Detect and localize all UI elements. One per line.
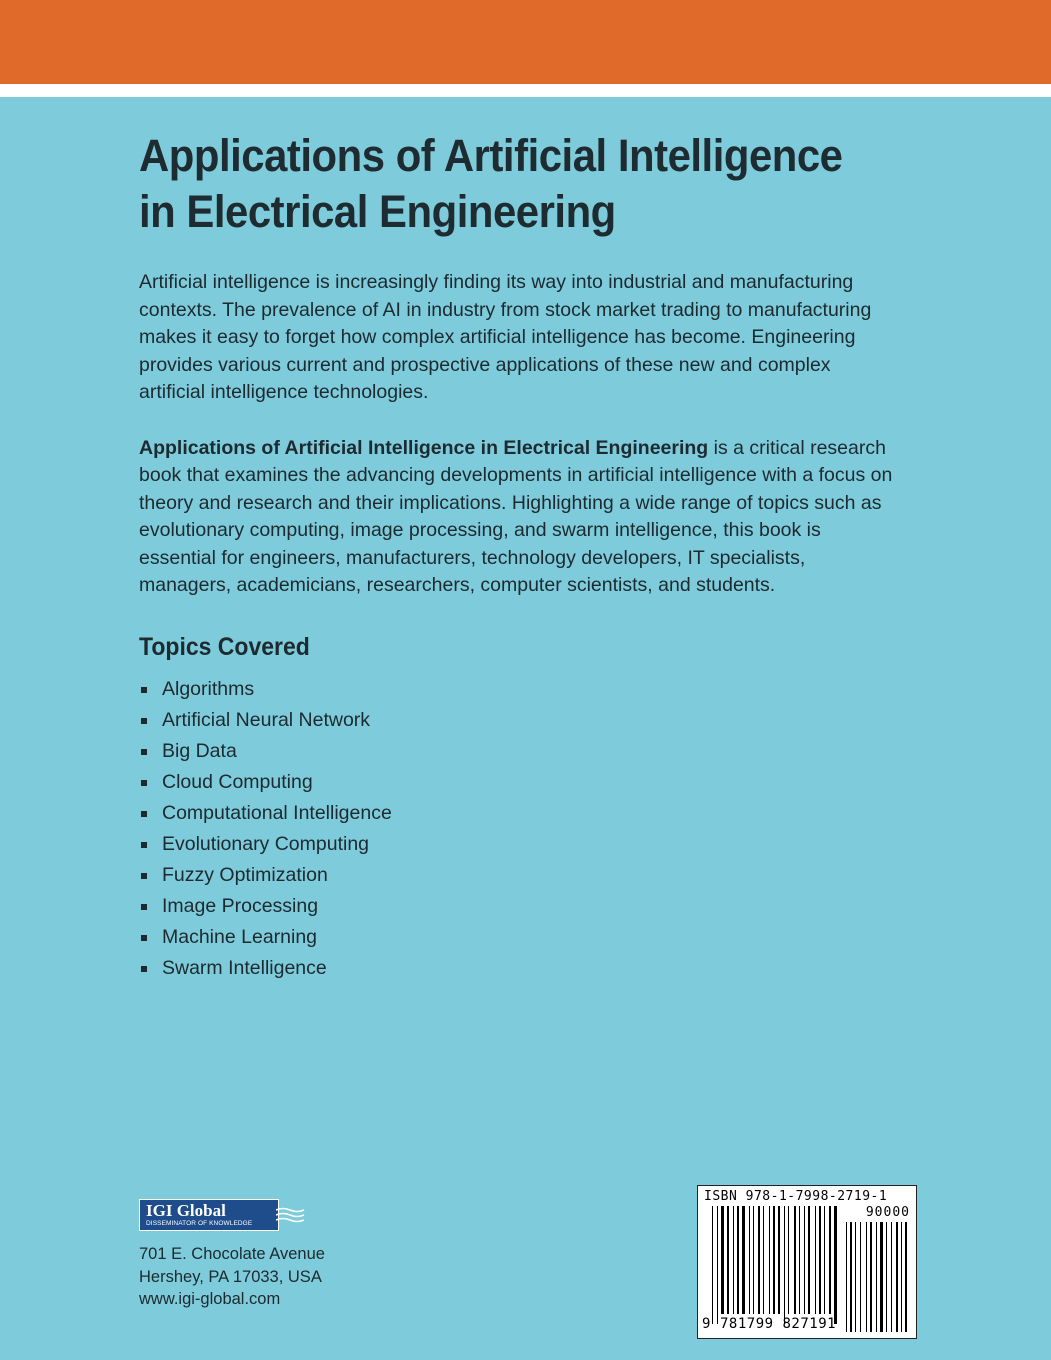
square-bullet-icon (141, 718, 147, 724)
isbn-barcode (697, 1185, 917, 1339)
back-cover-content (139, 128, 899, 984)
logo-name: IGI Global (146, 1201, 226, 1220)
logo-waves-icon (276, 1206, 306, 1226)
topic-label: Evolutionary Computing (162, 832, 370, 855)
topic-label: Algorithms (162, 677, 255, 700)
topic-item (139, 953, 899, 984)
topics-list (139, 674, 899, 984)
igi-global-logo (139, 1199, 279, 1231)
topic-item (139, 798, 899, 829)
topic-item (139, 922, 899, 953)
white-divider-strip (0, 84, 1051, 97)
topic-item (139, 860, 899, 891)
barcode-first-digit: 9 (702, 1316, 711, 1332)
topic-label: Image Processing (162, 894, 319, 917)
publisher-block (139, 1199, 325, 1311)
topic-item (139, 767, 899, 798)
description-paragraph-2 (139, 435, 899, 600)
description-paragraph-1: Artificial intelligence is increasingly finding its way into industrial and manufacturing contexts. The prevalence of AI in industry from stock market trading to manufacturing makes it easy to forget how complex artificial intelligence has become. Engineering provides various current and prospective applications of these new and complex artificial intelligence technologies. (139, 271, 872, 403)
book-title-line-2: in Electrical Engineering (139, 186, 616, 237)
address-street: 701 E. Chocolate Avenue (139, 1245, 325, 1263)
topic-item (139, 891, 899, 922)
top-color-band (0, 0, 1051, 84)
square-bullet-icon (141, 811, 147, 817)
barcode-digits: 781799 827191 (720, 1316, 837, 1332)
topic-label: Computational Intelligence (162, 801, 392, 824)
description-book-title-bold: Applications of Artificial Intelligence in Electrical Engineering (139, 436, 709, 459)
square-bullet-icon (141, 842, 147, 848)
address-city: Hershey, PA 17033, USA (139, 1267, 322, 1286)
topic-item (139, 829, 899, 860)
logo-tagline: DISSEMINATOR OF KNOWLEDGE (146, 1220, 253, 1227)
description-paragraph-2-text: is a critical research book that examines the advancing developments in artificial intelligence with a focus on theory and research and their implications. Highlighting a wide range of topics such as evolutionary computing, image processing, and swarm intelligence, this book is essential for engineers, manufacturers, technology developers, IT specialists, managers, academicians, researchers, computer scientists, and students. (139, 436, 893, 596)
topics-heading: Topics Covered (139, 632, 310, 661)
publisher-address (139, 1243, 325, 1311)
topic-label: Big Data (162, 739, 237, 762)
book-title (139, 128, 846, 240)
topic-label: Swarm Intelligence (162, 956, 327, 979)
isbn-text: ISBN 978-1-7998-2719-1 (704, 1189, 888, 1204)
square-bullet-icon (141, 966, 147, 972)
price-code: 90000 (865, 1205, 910, 1220)
publisher-website: www.igi-global.com (139, 1290, 281, 1308)
topic-label: Cloud Computing (162, 770, 313, 793)
square-bullet-icon (141, 749, 147, 755)
topic-label: Fuzzy Optimization (162, 863, 328, 886)
square-bullet-icon (141, 873, 147, 879)
square-bullet-icon (141, 904, 147, 910)
topic-item (139, 705, 899, 736)
square-bullet-icon (141, 780, 147, 786)
topic-item (139, 736, 899, 767)
topic-item (139, 674, 899, 705)
topic-label: Machine Learning (162, 925, 318, 948)
topic-label: Artificial Neural Network (162, 708, 371, 731)
square-bullet-icon (141, 935, 147, 941)
book-title-line-1: Applications of Artificial Intelligence (139, 130, 843, 181)
square-bullet-icon (141, 687, 147, 693)
